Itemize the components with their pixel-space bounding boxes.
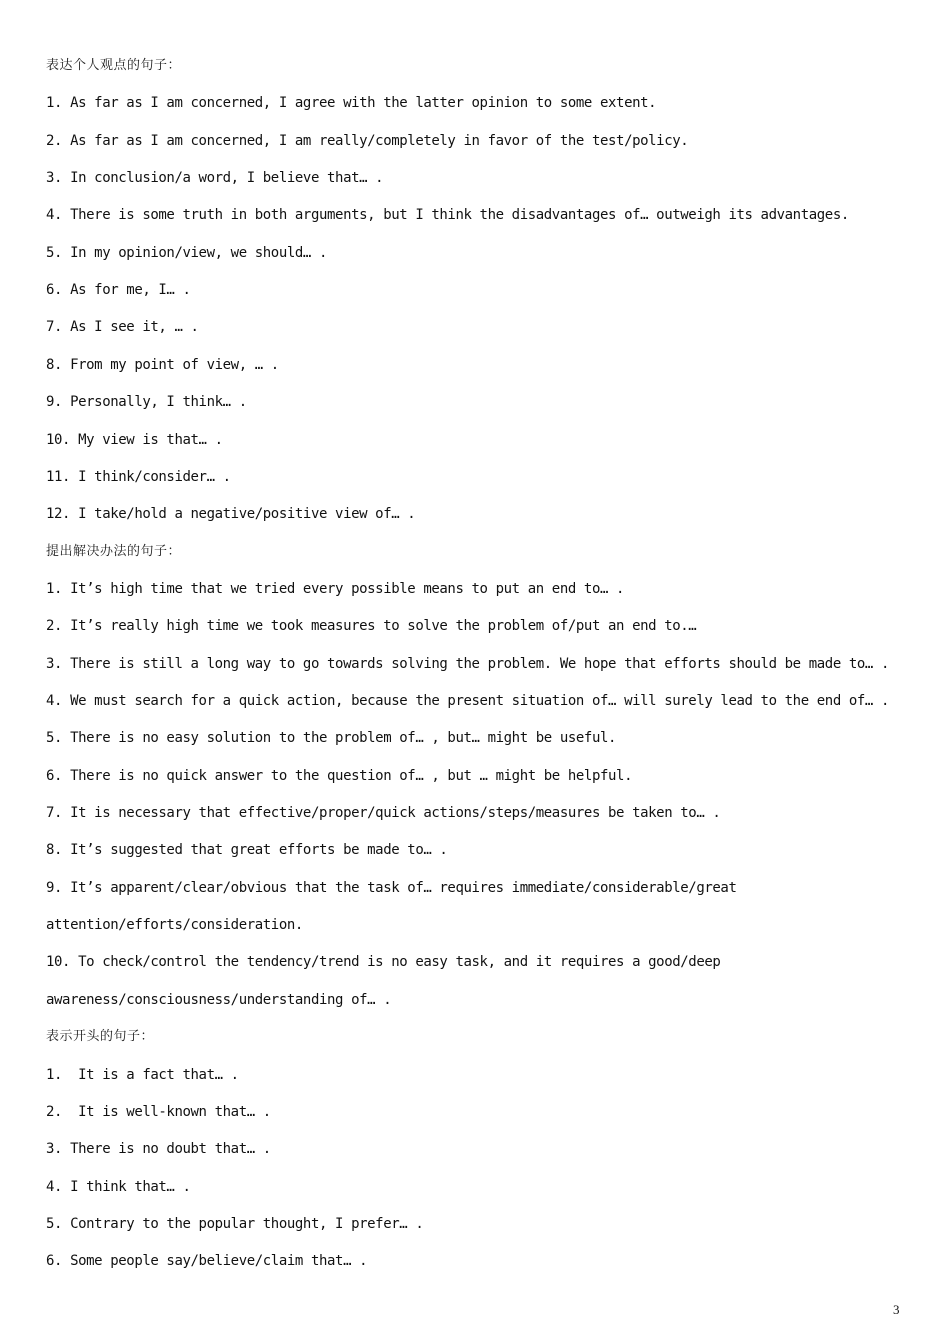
page-number: 3 — [893, 1302, 900, 1317]
sentence-item: 2. It’s really high time we took measures to solve the problem of/put an end to.… — [46, 618, 697, 635]
sentence-item: 8. It’s suggested that great efforts be made to… . — [46, 842, 448, 859]
sentence-item: attention/efforts/consideration. — [46, 917, 303, 934]
section-heading: 表示开头的句子： — [46, 1029, 155, 1045]
sentence-item: 5. Contrary to the popular thought, I prefer… . — [46, 1215, 424, 1232]
section-heading: 提出解决办法的句子： — [46, 543, 182, 559]
sentence-item: 9. It’s apparent/clear/obvious that the task of… requires immediate/considerable/great — [46, 879, 737, 896]
sentence-item: 5. There is no easy solution to the problem of… , but… might be useful. — [46, 730, 617, 747]
sentence-item: 4. We must search for a quick action, because the present situation of… will surely lead to the end of… . — [46, 693, 890, 709]
sentence-item: 7. It is necessary that effective/proper/quick actions/steps/measures be taken to… . — [46, 805, 721, 821]
sentence-item: 10. My view is that… . — [46, 431, 223, 448]
section-heading: 表达个人观点的句子： — [46, 58, 182, 73]
sentence-item: 7. As I see it, … . — [46, 319, 199, 336]
sentence-item: 2. As far as I am concerned, I am really/completely in favor of the test/policy. — [46, 132, 689, 149]
sentence-item: awareness/consciousness/understanding of… . — [46, 991, 392, 1008]
sentence-item: 3. In conclusion/a word, I believe that… . — [46, 170, 384, 187]
sentence-item: 1. It is a fact that… . — [46, 1066, 239, 1083]
sentence-item: 2. It is well-known that… . — [46, 1103, 271, 1120]
sentence-item: 4. I think that… . — [46, 1178, 191, 1195]
sentence-item: 6. There is no quick answer to the question of… , but … might be helpful. — [46, 767, 633, 784]
sentence-item: 3. There is still a long way to go towards solving the problem. We hope that efforts should be made to… . — [46, 655, 890, 672]
sentence-item: 8. From my point of view, … . — [46, 356, 279, 373]
sentence-item: 11. I think/consider… . — [46, 468, 231, 485]
sentence-item: 10. To check/control the tendency/trend is no easy task, and it requires a good/deep — [46, 954, 721, 971]
sentence-item: 3. There is no doubt that… . — [46, 1141, 271, 1158]
sentence-item: 12. I take/hold a negative/positive view of… . — [46, 506, 416, 523]
sentence-item: 9. Personally, I think… . — [46, 394, 247, 411]
sentence-item: 6. As for me, I… . — [46, 282, 191, 299]
sentence-item: 1. As far as I am concerned, I agree with the latter opinion to some extent. — [46, 95, 657, 112]
sentence-item: 5. In my opinion/view, we should… . — [46, 244, 328, 261]
sentence-item: 4. There is some truth in both arguments, but I think the disadvantages of… outweigh its advantages. — [46, 207, 849, 224]
sentence-item: 1. It’s high time that we tried every possible means to put an end to… . — [46, 580, 625, 597]
sentence-item: 6. Some people say/believe/claim that… . — [46, 1253, 368, 1270]
